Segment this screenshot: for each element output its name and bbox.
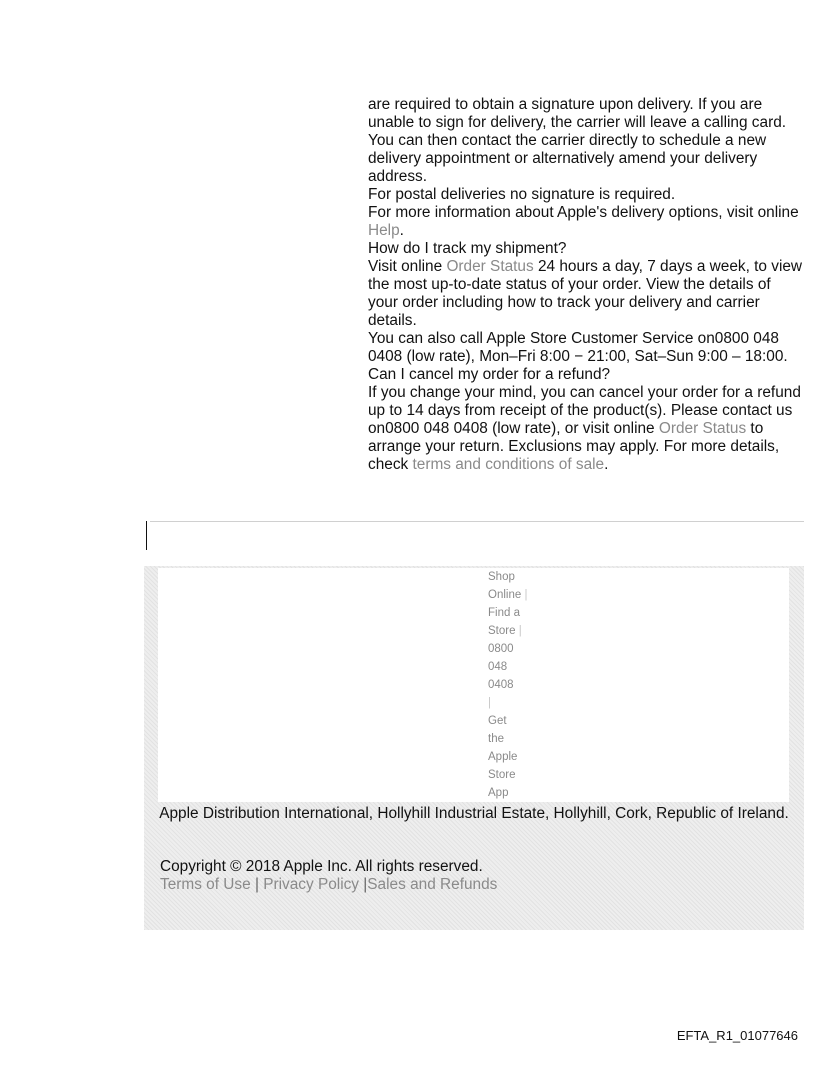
legal-links — [160, 876, 760, 894]
cancel-answer-suffix: . — [604, 456, 609, 473]
shop-online-label[interactable]: Online — [488, 589, 522, 601]
order-status-link[interactable]: Order Status — [446, 258, 534, 275]
section-divider — [150, 521, 804, 522]
nav-separator: | — [518, 625, 522, 637]
company-address: Apple Distribution International, Hollyhill Industrial Estate, Hollyhill, Cork, Republic of Ireland. — [159, 805, 789, 822]
help-link[interactable]: Help — [368, 222, 400, 239]
order-status-link-2[interactable]: Order Status — [658, 420, 747, 437]
shop-online-link[interactable] — [488, 568, 548, 604]
bates-number: EFTA_R1_01077646 — [676, 1028, 798, 1043]
footer-nav-panel — [158, 568, 789, 802]
shop-online-line-1[interactable]: Shop — [488, 571, 515, 583]
find-store-label[interactable]: Store — [488, 625, 516, 637]
get-app-line-1[interactable]: Get — [488, 715, 507, 727]
delivery-options-suffix: . — [399, 222, 404, 239]
get-app-line-3[interactable]: Apple — [488, 751, 518, 763]
delivery-options-prefix: For more information about Apple's delivery options, visit online — [368, 204, 799, 221]
shop-online-line-2[interactable] — [488, 586, 548, 604]
track-shipment-question: How do I track my shipment? — [368, 240, 567, 257]
get-app-line-5[interactable]: App — [488, 787, 509, 799]
nav-separator: | — [488, 697, 491, 709]
cancel-answer-prefix: If you change your mind, you can cancel your order for a refund up to 14 days from receipt of the product(s). Please contact us on0800 048 0408 (low rate), or visit online — [368, 384, 801, 437]
postal-delivery-text: For postal deliveries no signature is required. — [368, 186, 676, 203]
find-store-line-1[interactable]: Find a — [488, 607, 520, 619]
get-app-link[interactable] — [488, 712, 548, 802]
privacy-policy-link[interactable]: Privacy Policy — [263, 876, 360, 893]
phone-line-1[interactable]: 0800 — [488, 643, 514, 655]
email-footer — [144, 566, 804, 930]
find-store-link[interactable] — [488, 604, 548, 640]
phone-line-3[interactable]: 0408 — [488, 679, 514, 691]
track-shipment-answer — [368, 258, 804, 330]
phone-link[interactable] — [488, 640, 548, 712]
cancel-order-answer — [368, 384, 804, 474]
footer-nav — [488, 568, 548, 802]
customer-service-text: You can also call Apple Store Customer Service on0800 048 0408 (low rate), Mon–Fri 8:00 − 21:00, Sat–Sun 9:00 – 18:00. — [368, 330, 788, 365]
nav-separator: | — [524, 589, 528, 601]
email-body — [368, 96, 804, 474]
track-answer-prefix: Visit online — [368, 258, 447, 275]
legal-separator: | — [363, 876, 368, 893]
sales-refunds-link[interactable]: Sales and Refunds — [367, 876, 498, 893]
find-store-line-2[interactable] — [488, 622, 548, 640]
delivery-options-text — [368, 204, 804, 240]
terms-of-use-link[interactable]: Terms of Use — [160, 876, 251, 893]
text-cursor-bar — [146, 521, 147, 550]
legal-separator: | — [254, 876, 259, 893]
cancel-answer-mid: to arrange your return. Exclusions may apply. For more details, check — [368, 420, 780, 473]
track-answer-suffix: 24 hours a day, 7 days a week, to view the most up-to-date status of your order. View the details of your order including how to track your delivery and carrier details. — [368, 258, 803, 329]
copyright-text: Copyright © 2018 Apple Inc. All rights reserved. — [160, 858, 483, 875]
get-app-line-4[interactable]: Store — [488, 769, 516, 781]
get-app-line-2[interactable]: the — [488, 733, 504, 745]
cancel-order-question: Can I cancel my order for a refund? — [368, 366, 611, 383]
phone-line-2[interactable]: 048 — [488, 661, 508, 673]
terms-of-sale-link[interactable]: terms and conditions of sale — [412, 456, 605, 473]
delivery-signature-text: are required to obtain a signature upon delivery. If you are unable to sign for delivery, the carrier will leave a calling card. You can then contact the carrier directly to schedule a new delivery appointment or alternatively amend your delivery address. — [368, 96, 787, 185]
